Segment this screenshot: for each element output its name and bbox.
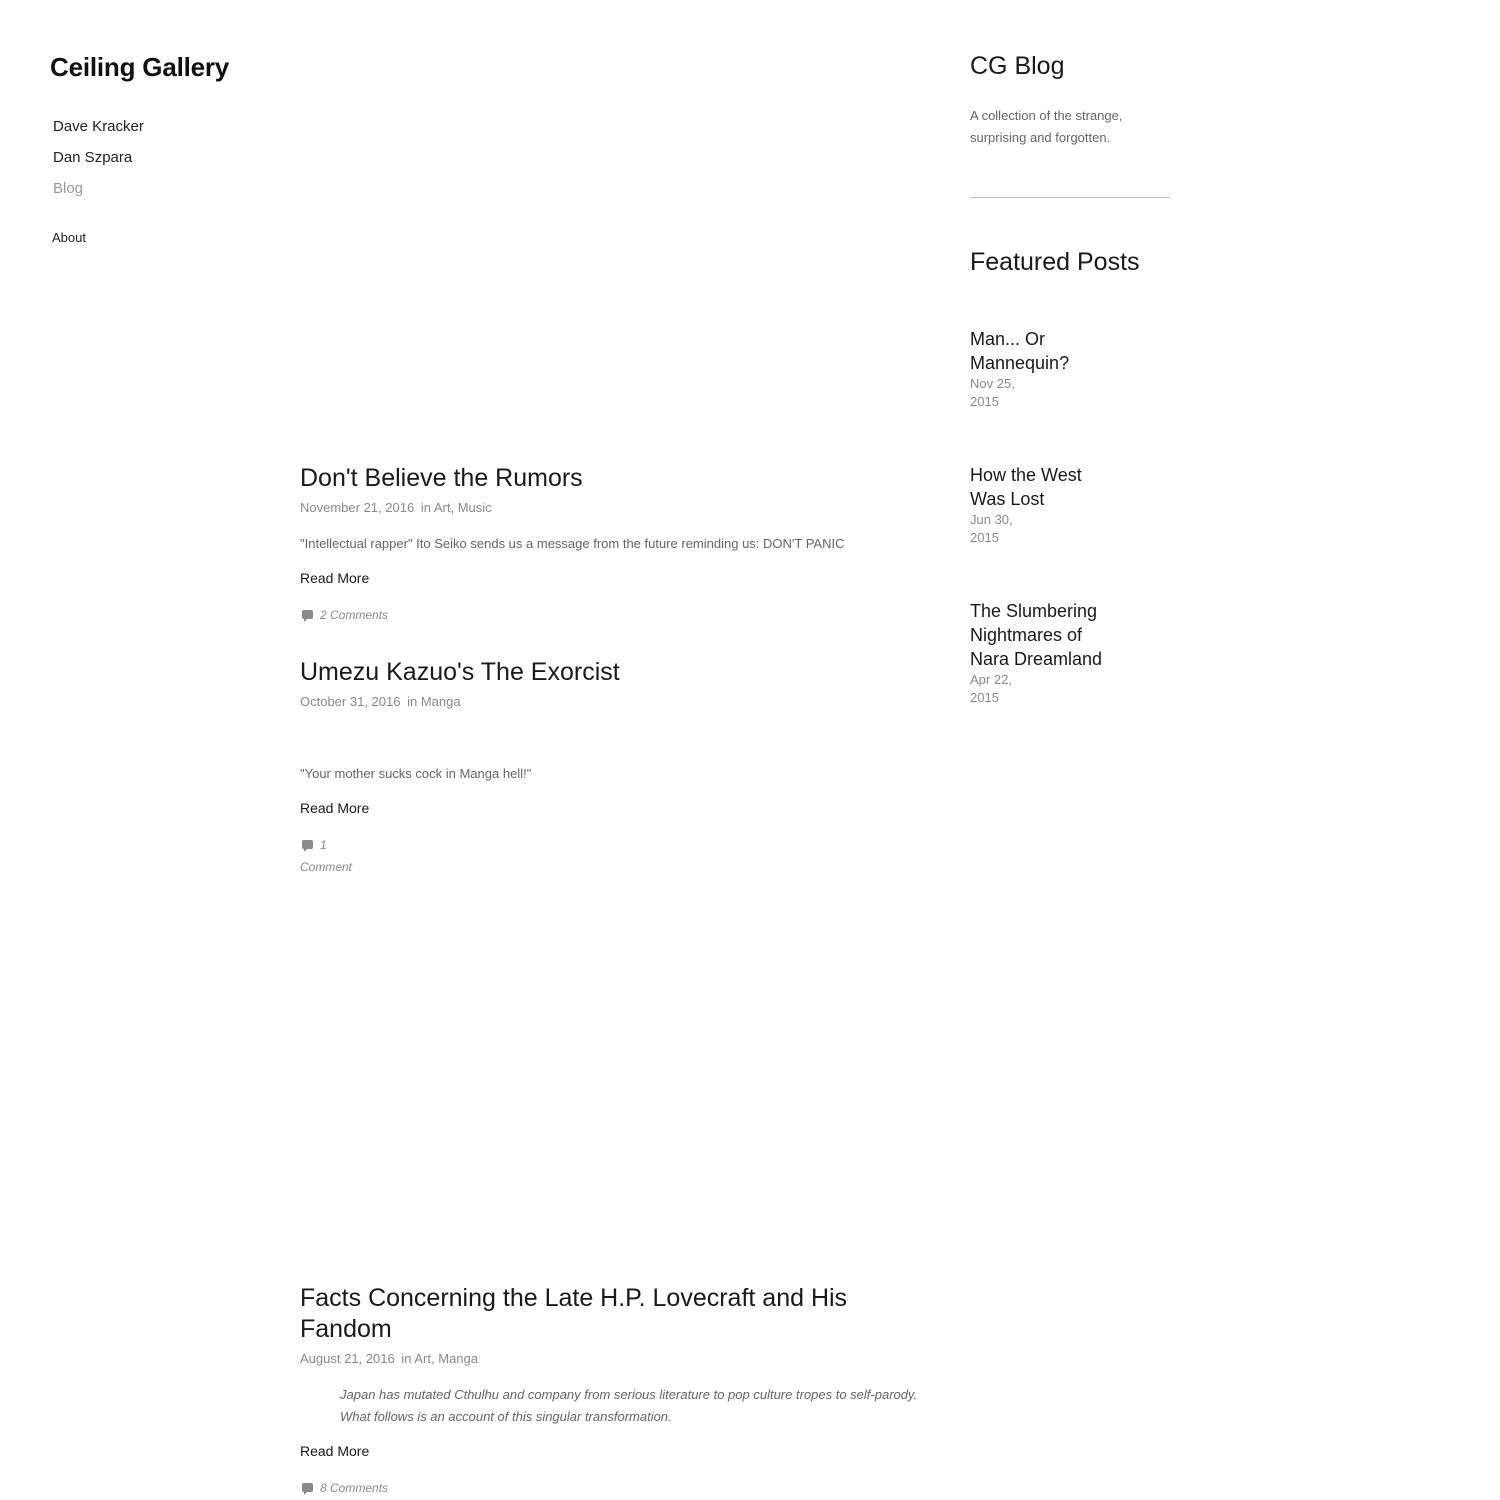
post-date: November 21, 2016 — [300, 500, 415, 515]
featured-post — [970, 463, 1120, 547]
comments-link[interactable]: 8 Comments — [320, 1481, 389, 1495]
featured-post-title[interactable]: How the West Was Lost — [970, 465, 1082, 509]
main-nav — [53, 116, 144, 209]
post-date: August 21, 2016 — [300, 1351, 395, 1366]
post-category-link[interactable]: Art — [414, 1351, 431, 1366]
nav-item-dave-kracker — [53, 116, 144, 147]
post-excerpt: "Intellectual rapper" Ito Seiko sends us a message from the future reminding us: DON'T PANIC — [300, 536, 845, 551]
post-meta: August 21, 2016 in Art, Manga — [300, 1351, 478, 1366]
featured-post — [970, 327, 1120, 411]
post-category-prefix: in — [420, 500, 431, 515]
post-date: October 31, 2016 — [300, 694, 401, 709]
featured-post-date: Apr 22, 2015 — [970, 672, 1012, 705]
post-excerpt-quote: Japan has mutated Cthulhu and company from serious literature to pop culture tropes to self-parody. What follows is an account of this singular transformation. — [340, 1387, 918, 1424]
sidebar-divider — [970, 197, 1170, 198]
featured-post-date: Jun 30, 2015 — [970, 512, 1013, 545]
post-meta: November 21, 2016 in Art, Music — [300, 500, 492, 515]
read-more-link[interactable]: Read More — [300, 800, 370, 816]
post-category-link[interactable]: Art — [433, 500, 451, 515]
read-more-link[interactable]: Read More — [300, 1443, 370, 1459]
post-title[interactable]: Facts Concerning the Late H.P. Lovecraft and His Fandom — [300, 1284, 848, 1343]
post-comments — [300, 1477, 920, 1499]
post-category-prefix: in — [407, 694, 418, 709]
featured-post-title[interactable]: The Slumbering Nightmares of Nara Dreamland — [970, 601, 1103, 669]
post-category-link[interactable]: Manga — [438, 1351, 478, 1366]
comment-bubble-icon — [302, 1483, 313, 1492]
post-category-link[interactable]: Music — [457, 500, 492, 515]
comments-link[interactable]: 2 Comments — [320, 608, 389, 622]
nav-item-dan-szpara — [53, 147, 144, 178]
post-comments — [300, 834, 360, 878]
sidebar — [970, 50, 1170, 278]
blog-description: A collection of the strange, surprising and forgotten. — [970, 108, 1123, 145]
read-more-wrap — [300, 799, 920, 818]
comment-bubble-icon — [302, 610, 313, 619]
post-title[interactable]: Umezu Kazuo's The Exorcist — [300, 658, 620, 686]
comment-bubble-icon — [302, 840, 313, 849]
post — [300, 463, 920, 626]
nav-link-dave-kracker[interactable]: Dave Kracker — [53, 118, 144, 135]
site-title[interactable]: Ceiling Gallery — [50, 52, 230, 82]
post-comments — [300, 604, 920, 626]
post-meta — [300, 693, 920, 711]
featured-post — [970, 599, 1120, 707]
post-category-link[interactable]: Manga — [420, 694, 461, 709]
featured-post-date: Nov 25, 2015 — [970, 376, 1015, 409]
nav-link-blog[interactable]: Blog — [53, 180, 84, 197]
featured-post-title[interactable]: Man... Or Mannequin? — [970, 329, 1070, 373]
post-title[interactable]: Don't Believe the Rumors — [300, 464, 583, 492]
read-more-wrap — [300, 569, 920, 588]
nav-item-blog — [53, 178, 144, 209]
comments-word: Comment — [300, 860, 353, 874]
secondary-nav — [52, 229, 86, 247]
post-category-prefix: in — [401, 1351, 412, 1366]
read-more-wrap — [300, 1442, 920, 1461]
post-excerpt: "Your mother sucks cock in Manga hell!" — [300, 766, 532, 781]
read-more-link[interactable]: Read More — [300, 570, 370, 586]
post — [300, 657, 920, 878]
nav-link-dan-szpara[interactable]: Dan Szpara — [53, 149, 133, 166]
blog-title: CG Blog — [970, 52, 1065, 80]
featured-posts-heading: Featured Posts — [970, 248, 1140, 276]
post — [300, 1283, 920, 1499]
comments-count: 1 — [320, 838, 327, 852]
nav-link-about[interactable]: About — [52, 230, 86, 245]
